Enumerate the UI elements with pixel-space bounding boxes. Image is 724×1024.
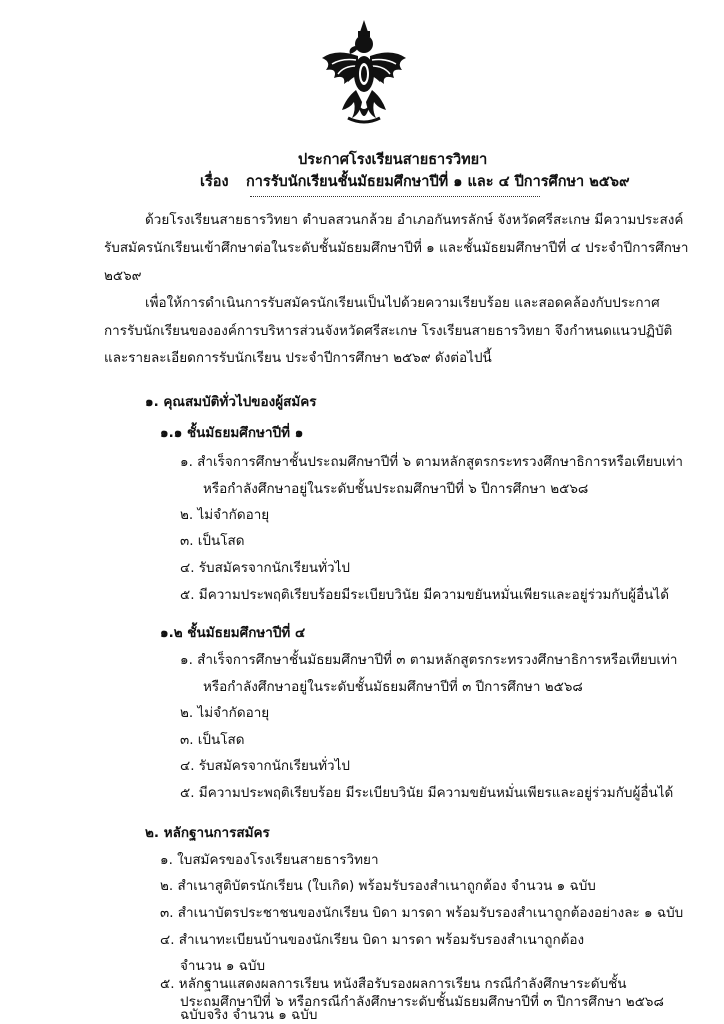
intro-paragraph-2-line-2: การรับนักเรียนขององค์การบริหารส่วนจังหวัดศรีสะเกษ โรงเรียนสายธารวิทยา จึงกำหนดแนวปฏิบัติ [104,323,673,339]
list-item: ๔. รับสมัครจากนักเรียนทั่วไป [180,758,350,774]
intro-paragraph-2-line-1: เพื่อให้การดำเนินการรับสมัครนักเรียนเป็นไปด้วยความเรียบร้อย และสอดคล้องกับประกาศ [145,295,660,311]
list-item-continuation: จำนวน ๑ ฉบับ [180,958,266,974]
intro-paragraph-1-line-2: รับสมัครนักเรียนเข้าศึกษาต่อในระดับชั้นมัธยมศึกษาปีที่ ๑ และชั้นมัธยมศึกษาปีที่ ๔ ประจำปีการศึกษา [104,240,689,256]
list-item: ๓. สำเนาบัตรประชาชนของนักเรียน บิดา มารดา พร้อมรับรองสำเนาถูกต้องอย่างละ ๑ ฉบับ [160,905,684,921]
section-1-1-heading: ๑.๑ ชั้นมัธยมศึกษาปีที่ ๑ [160,425,304,441]
list-item: ๕. มีความประพฤติเรียบร้อย มีระเบียบวินัย มีความขยันหมั่นเพียรและอยู่ร่วมกับผู้อื่นได้ [180,785,674,801]
garuda-emblem-icon [318,18,410,130]
subject-text: การรับนักเรียนชั้นมัธยมศึกษาปีที่ ๑ และ ๔ ปีการศึกษา ๒๕๖๙ [246,174,630,190]
list-item: ๒. ไม่จำกัดอายุ [180,705,270,721]
list-item: ๑. ใบสมัครของโรงเรียนสายธารวิทยา [160,852,379,868]
list-item: ๑. สำเร็จการศึกษาชั้นประถมศึกษาปีที่ ๖ ตามหลักสูตรกระทรวงศึกษาธิการหรือเทียบเท่า [180,454,684,470]
list-item-continuation: ประถมศึกษาปีที่ ๖ หรือกรณีกำลังศึกษาระดับชั้นมัธยมศึกษาปีที่ ๓ ปีการศึกษา ๒๕๖๘ [180,994,664,1010]
dotted-divider [250,196,540,199]
intro-paragraph-1-line-3: ๒๕๖๙ [104,268,142,284]
list-item: ๕. มีความประพฤติเรียบร้อยมีระเบียบวินัย มีความขยันหมั่นเพียรและอยู่ร่วมกับผู้อื่นได้ [180,587,669,603]
list-item: ๓. เป็นโสด [180,732,245,748]
list-item: ๑. สำเร็จการศึกษาชั้นมัธยมศึกษาปีที่ ๓ ตามหลักสูตรกระทรวงศึกษาธิการหรือเทียบเท่า [180,652,678,668]
list-item: ๒. ไม่จำกัดอายุ [180,507,270,523]
list-item: ๓. เป็นโสด [180,533,245,549]
section-1-2-heading: ๑.๒ ชั้นมัธยมศึกษาปีที่ ๔ [160,625,306,641]
list-item-continuation: หรือกำลังศึกษาอยู่ในระดับชั้นมัธยมศึกษาปีที่ ๓ ปีการศึกษา ๒๕๖๘ [203,679,583,695]
intro-paragraph-1-line-1: ด้วยโรงเรียนสายธารวิทยา ตำบลสวนกล้วย อำเภอกันทรลักษ์ จังหวัดศรีสะเกษ มีความประสงค์ [145,212,684,228]
list-item: ๔. สำเนาทะเบียนบ้านของนักเรียน บิดา มารดา พร้อมรับรองสำเนาถูกต้อง [160,932,585,948]
list-item-continuation: ฉบับจริง จำนวน ๑ ฉบับ [180,1007,318,1023]
subject-label: เรื่อง [200,174,229,190]
list-item: ๕. หลักฐานแสดงผลการเรียน หนังสือรับรองผลการเรียน กรณีกำลังศึกษาระดับชั้น [160,976,627,992]
section-1-heading: ๑. คุณสมบัติทั่วไปของผู้สมัคร [145,394,317,410]
page-title: ประกาศโรงเรียนสายธารวิทยา [298,152,488,168]
list-item: ๔. รับสมัครจากนักเรียนทั่วไป [180,560,350,576]
list-item-continuation: หรือกำลังศึกษาอยู่ในระดับชั้นประถมศึกษาปีที่ ๖ ปีการศึกษา ๒๕๖๘ [203,481,589,497]
section-2-heading: ๒. หลักฐานการสมัคร [145,825,270,841]
intro-paragraph-2-line-3: และรายละเอียดการรับนักเรียน ประจำปีการศึกษา ๒๕๖๙ ดังต่อไปนี้ [104,350,492,366]
list-item: ๒. สำเนาสูติบัตรนักเรียน (ใบเกิด) พร้อมรับรองสำเนาถูกต้อง จำนวน ๑ ฉบับ [160,878,596,894]
